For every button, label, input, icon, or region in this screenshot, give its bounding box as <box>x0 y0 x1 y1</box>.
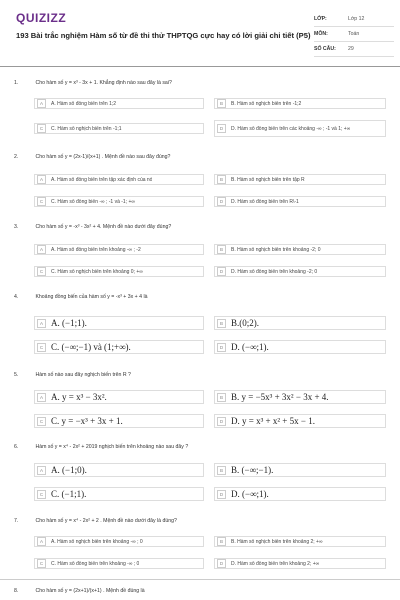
option-text: B. Hàm số nghịch biến trên tập R <box>231 176 305 183</box>
option-letter: C <box>37 490 46 499</box>
option-letter: D <box>217 197 226 206</box>
option-letter: A <box>37 466 46 475</box>
option-letter: D <box>217 267 226 276</box>
option-d[interactable] <box>214 414 386 428</box>
question-number: 3. <box>14 224 19 230</box>
option-d[interactable] <box>214 196 386 207</box>
question-text <box>14 154 170 160</box>
option-text: A. (−1;1). <box>51 318 87 328</box>
option-b[interactable] <box>214 463 386 477</box>
option-letter: A <box>37 99 46 108</box>
option-letter: A <box>37 537 46 546</box>
option-d[interactable] <box>214 266 386 277</box>
option-a[interactable] <box>34 244 204 255</box>
question-stem: Hàm số y = x⁴ - 2x² + 2019 nghịch biến trên khoảng nào sau đây ? <box>35 444 189 450</box>
option-a[interactable] <box>34 390 204 404</box>
meta-info <box>314 12 394 57</box>
question-number: 4. <box>14 294 19 300</box>
option-letter: C <box>37 124 46 133</box>
option-text: B. y = −5x³ + 3x² − 3x + 4. <box>231 392 329 402</box>
option-letter: B <box>217 393 226 402</box>
question-number: 6. <box>14 444 19 450</box>
meta-value: Lớp 12 <box>348 16 365 22</box>
option-b[interactable] <box>214 390 386 404</box>
option-text: C. Hàm số đồng biến trên khoảng -∞ ; 0 <box>51 560 140 567</box>
option-c[interactable] <box>34 196 204 207</box>
meta-key: MÔN: <box>314 31 328 37</box>
divider <box>0 579 400 580</box>
option-a[interactable] <box>34 463 204 477</box>
meta-row-subject <box>314 27 394 42</box>
option-c[interactable] <box>34 340 204 354</box>
option-c[interactable] <box>34 266 204 277</box>
option-text: B. Hàm số nghịch biến trên khoảng 2; +∞ <box>231 538 323 545</box>
option-text: D. Hàm số đồng biến trên khoảng 2; +∞ <box>231 560 320 567</box>
option-a[interactable] <box>34 98 204 109</box>
option-c[interactable] <box>34 558 204 569</box>
option-text: B.(0;2). <box>231 318 259 328</box>
meta-value: 29 <box>348 46 354 52</box>
option-letter: B <box>217 175 226 184</box>
option-letter: A <box>37 175 46 184</box>
option-letter: C <box>37 417 46 426</box>
option-c[interactable] <box>34 414 204 428</box>
question-number: 7. <box>14 518 19 524</box>
option-text: D. Hàm số đồng biến trên R\-1 <box>231 198 299 205</box>
option-text: B. Hàm số nghịch biến trên khoảng -2; 0 <box>231 246 321 253</box>
option-text: C. Hàm số nghịch biến trên khoảng 0; +∞ <box>51 268 143 275</box>
meta-key: SỐ CÂU: <box>314 46 336 52</box>
option-letter: D <box>217 417 226 426</box>
question-text <box>14 444 188 450</box>
meta-row-class <box>314 12 394 27</box>
option-letter: A <box>37 319 46 328</box>
option-letter: B <box>217 319 226 328</box>
option-text: D. (−∞;1). <box>231 489 269 499</box>
option-letter: C <box>37 267 46 276</box>
option-d[interactable] <box>214 340 386 354</box>
question-text <box>14 588 145 594</box>
option-d[interactable] <box>214 120 386 137</box>
option-letter: D <box>217 343 226 352</box>
option-c[interactable] <box>34 123 204 134</box>
option-letter: C <box>37 559 46 568</box>
page-title: 193 Bài trắc nghiệm Hàm số từ đề thi thử THPTQG cực hay có lời giải chi tiết (P5) <box>16 31 311 40</box>
question-stem: Cho hàm số y = x³ - 3x + 1. Khẳng định nào sau đây là sai? <box>35 80 172 86</box>
option-d[interactable] <box>214 558 386 569</box>
question-stem: Cho hàm số y = (2x+1)/(x+1) . Mệnh đề đúng là <box>35 588 145 594</box>
option-letter: C <box>37 197 46 206</box>
option-text: D. y = x³ + x² + 5x − 1. <box>231 416 315 426</box>
option-c[interactable] <box>34 487 204 501</box>
option-text: B. (−∞;−1). <box>231 465 274 475</box>
option-text: D. (−∞;1). <box>231 342 269 352</box>
option-a[interactable] <box>34 536 204 547</box>
option-letter: B <box>217 537 226 546</box>
option-a[interactable] <box>34 174 204 185</box>
question-number: 8. <box>14 588 19 594</box>
question-stem: Cho hàm số y = -x³ - 3x² + 4. Mệnh đề nào dưới đây đúng? <box>35 224 172 230</box>
question-stem: Cho hàm số y = x⁴ - 2x² + 2 . Mệnh đề nào dưới đây là đúng? <box>35 518 177 524</box>
meta-key: LỚP: <box>314 16 327 22</box>
quizizz-logo[interactable]: QUIZIZZ <box>16 11 67 25</box>
option-text: B. Hàm số nghịch biến trên -1;2 <box>231 100 302 107</box>
meta-row-count <box>314 42 394 57</box>
option-text: A. (−1;0). <box>51 465 87 475</box>
option-text: C. (−1;1). <box>51 489 87 499</box>
option-a[interactable] <box>34 316 204 330</box>
option-b[interactable] <box>214 244 386 255</box>
option-text: C. (−∞;−1) và (1;+∞). <box>51 342 131 352</box>
option-text: C. Hàm số nghịch biến trên -1;1 <box>51 125 122 132</box>
option-text: D. Hàm số đồng biến trên khoảng -2; 0 <box>231 268 318 275</box>
question-stem: Khoảng đồng biến của hàm số y = -x³ + 3x + 4 là <box>35 294 148 300</box>
option-letter: D <box>217 559 226 568</box>
question-stem: Hàm số nào sau đây nghịch biến trên R ? <box>35 372 131 378</box>
question-number: 5. <box>14 372 19 378</box>
option-text: A. Hàm số đồng biến trên tập xác định của nó <box>51 176 153 183</box>
option-text: C. Hàm số đồng biến -∞ ; -1 và -1; +∞ <box>51 198 135 205</box>
option-letter: A <box>37 245 46 254</box>
option-text: A. y = x³ − 3x². <box>51 392 107 402</box>
option-letter: B <box>217 99 226 108</box>
option-letter: A <box>37 393 46 402</box>
option-b[interactable] <box>214 316 386 330</box>
question-text <box>14 80 172 86</box>
question-text <box>14 224 171 230</box>
question-text <box>14 372 131 378</box>
option-text: C. y = −x³ + 3x + 1. <box>51 416 123 426</box>
option-letter: C <box>37 343 46 352</box>
option-text: A. Hàm số đồng biến trên 1;2 <box>51 100 117 107</box>
option-b[interactable] <box>214 536 386 547</box>
option-d[interactable] <box>214 487 386 501</box>
option-text: A. Hàm số nghịch biến trên khoảng -∞ ; 0 <box>51 538 143 545</box>
option-letter: B <box>217 245 226 254</box>
option-letter: D <box>217 124 226 133</box>
meta-value: Toán <box>348 31 360 37</box>
question-number: 1. <box>14 80 19 86</box>
option-letter: B <box>217 466 226 475</box>
question-stem: Cho hàm số y = (2x-1)/(x+1) . Mệnh đề nào sau đây đúng? <box>35 154 171 160</box>
option-b[interactable] <box>214 174 386 185</box>
option-text: A. Hàm số đồng biến trên khoảng -∞ ; -2 <box>51 246 141 253</box>
question-text <box>14 518 177 524</box>
header <box>0 0 400 67</box>
option-letter: D <box>217 490 226 499</box>
option-text: D. Hàm số đồng biến trên các khoảng -∞ ; -1 và 1; +∞ <box>231 125 351 132</box>
question-text <box>14 294 148 300</box>
question-number: 2. <box>14 154 19 160</box>
option-b[interactable] <box>214 98 386 109</box>
